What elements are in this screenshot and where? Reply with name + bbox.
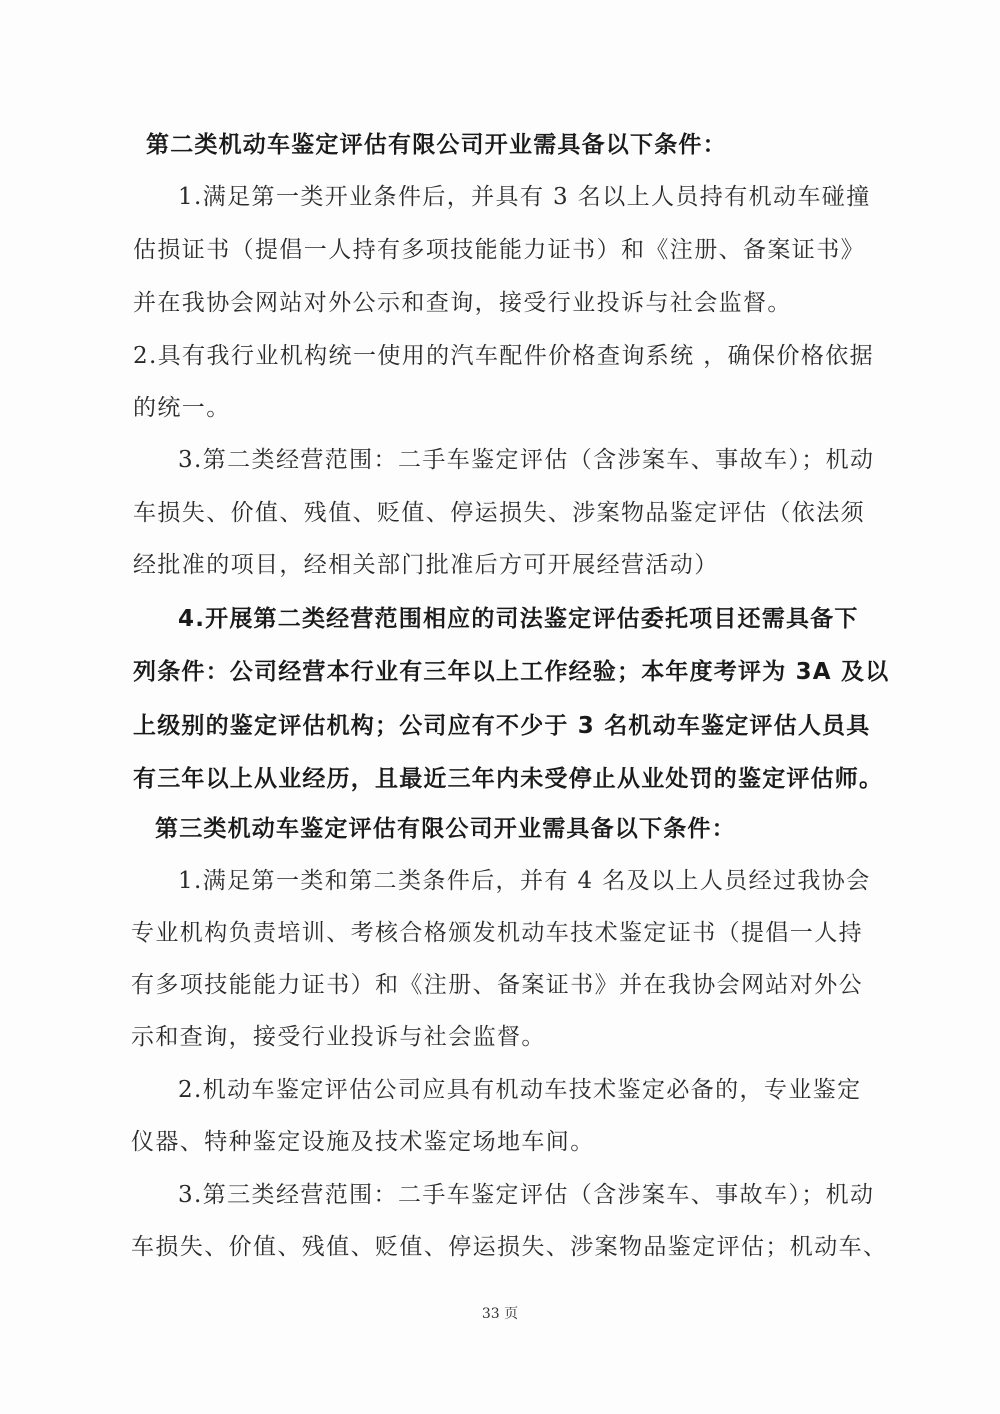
section3-item1-line4: 示和查询，接受行业投诉与社会监督。 [131, 1024, 546, 1050]
section3-item1-line2: 专业机构负责培训、考核合格颁发机动车技术鉴定证书（提倡一人持 [131, 920, 863, 946]
section3-item1-line1: 1.满足第一类和第二类条件后，并有 4 名及以上人员经过我协会 [178, 868, 871, 894]
section3-item2-line1: 2.机动车鉴定评估公司应具有机动车技术鉴定必备的，专业鉴定 [178, 1077, 862, 1103]
section2-item4-line4: 有三年以上从业经历，且最近三年内未受停止从业处罚的鉴定评估师。 [133, 766, 884, 792]
section2-item3-line3: 经批准的项目，经相关部门批准后方可开展经营活动） [133, 552, 719, 578]
section2-item1-line3: 并在我协会网站对外公示和查询，接受行业投诉与社会监督。 [133, 290, 792, 316]
section2-item4-line3: 上级别的鉴定评估机构；公司应有不少于 3 名机动车鉴定评估人员具 [133, 713, 871, 739]
section2-item1-line2: 估损证书（提倡一人持有多项技能能力证书）和《注册、备案证书》 [133, 237, 865, 263]
section2-item2-line1: 2.具有我行业机构统一使用的汽车配件价格查询系统 ，确保价格依据 [133, 343, 875, 369]
section3-item3-line2: 车损失、价值、残值、贬值、停运损失、涉案物品鉴定评估；机动车、 [131, 1234, 888, 1260]
section2-item3-line2: 车损失、价值、残值、贬值、停运损失、涉案物品鉴定评估（依法须 [133, 500, 865, 526]
section2-item4-line2: 列条件：公司经营本行业有三年以上工作经验；本年度考评为 3A 及以 [133, 659, 890, 685]
section3-item3-line1: 3.第三类经营范围：二手车鉴定评估（含涉案车、事故车）；机动 [178, 1182, 875, 1208]
section2-item2-line2: 的统一。 [133, 395, 231, 421]
section3-item2-line2: 仪器、特种鉴定设施及技术鉴定场地车间。 [131, 1129, 595, 1155]
section3-heading: 第三类机动车鉴定评估有限公司开业需具备以下条件： [155, 816, 736, 842]
page-number: 33 页 [481, 1306, 519, 1322]
section3-item1-line3: 有多项技能能力证书）和《注册、备案证书》并在我协会网站对外公 [131, 972, 863, 998]
section2-item3-line1: 3.第二类经营范围：二手车鉴定评估（含涉案车、事故车）；机动 [178, 447, 875, 473]
section2-item4-line1: 4.开展第二类经营范围相应的司法鉴定评估委托项目还需具备下 [178, 606, 859, 632]
section2-heading: 第二类机动车鉴定评估有限公司开业需具备以下条件： [146, 132, 727, 158]
section2-item1-line1: 1.满足第一类开业条件后，并具有 3 名以上人员持有机动车碰撞 [178, 184, 871, 210]
